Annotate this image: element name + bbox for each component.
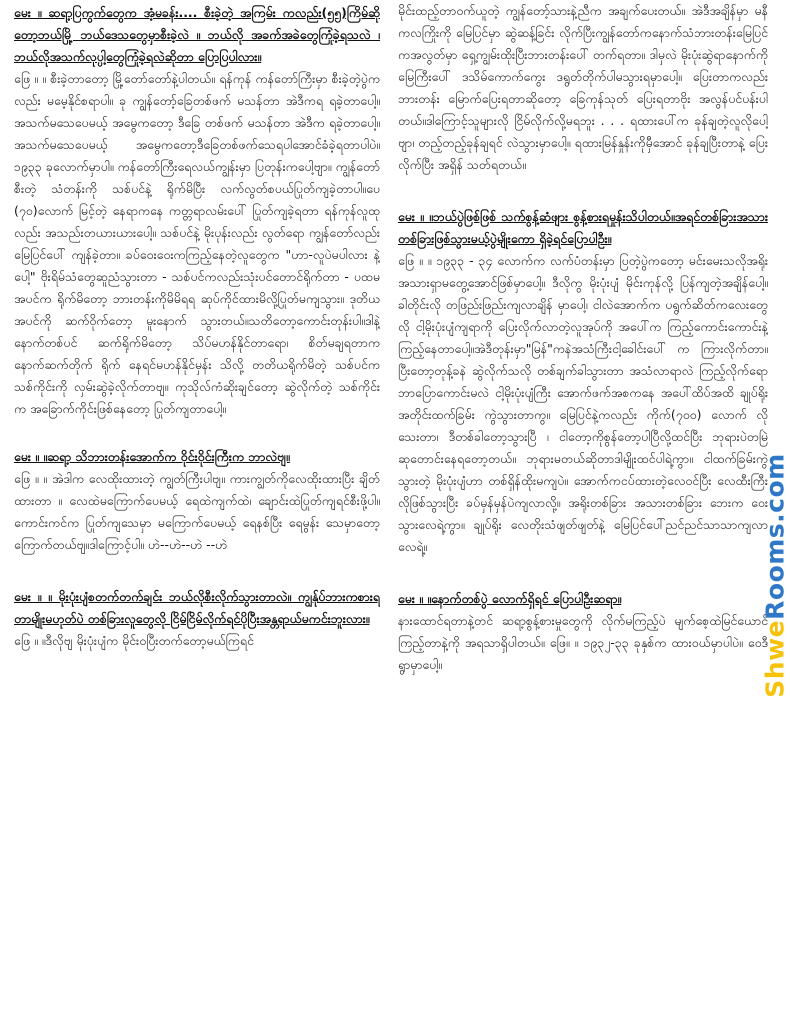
question-heading: မေး ။ ။ဆရာ့ သိဘားတန်းအောက်က ဝိုင်းဝိုင်းကြီးက ဘာလဲဗျ။ — [14, 449, 290, 464]
section-gap — [14, 556, 380, 586]
left-column — [14, 0, 380, 1023]
right-column — [398, 0, 768, 1023]
section-gap — [14, 420, 380, 446]
answer-text: ဖြေ ။ ။ အဲဒါက လေထိုးထားတဲ့ ကျွတ်ကြီးပါဗျ။ ကားကျွတ်ကိုလေထိုးထားပြီး ချိတ်ထားတာ ။ လေထဲမကြောက်ပေမယ့် ရေထဲကျက်ထဲ၊ ချောင်းထဲပြုတ်ကျရင်စီးဖို့ပါ။ ကောင်းကင်က ပြုတ်ကျသေမှာ မကြောက်ပေမယ့် ရေနစ်ပြီး ရေမွန်း သေမှာတော့ ကြောက်တယ်ဗျ။ဒါကြောင့်ပါ။ ဟဲ--ဟဲ--ဟဲ --ဟဲ — [14, 471, 380, 552]
qa-section — [14, 2, 380, 420]
column-divider — [388, 0, 389, 1023]
qa-section — [398, 588, 768, 676]
question-heading: မေး ။ ။နောက်တစ်ပွဲ လောက်ရှိရင် ပြောပါဦးဆရာ။ — [398, 591, 622, 606]
watermark-part-1: Shwe — [760, 619, 790, 698]
watermark-part-2: Rooms.com — [760, 452, 790, 620]
answer-text: နားထောင်ရတာနဲ့တင် ဆရာ့စွန့်စားမှုတွေကို လိုက်မကြည့်ပဲ မျက်စေ့ထဲမြင်ယောင် ကြည့်တာနဲ့ကို အရသာရှိပါတယ်။ ဖြေ။ ။ ၁၉၃၂-၃၃ ခုနှစ်က ထားဝယ်မှာပါပဲ။ ဝေဒီရွာမှာပေါ့။ — [398, 613, 768, 672]
qa-section — [14, 586, 380, 652]
site-watermark — [760, 452, 790, 698]
section-gap — [398, 176, 768, 206]
section-gap — [398, 558, 768, 588]
qa-section — [14, 446, 380, 556]
answer-text: ဖြေ ။ ။ဒီလိုဗျ မိုးပုံးပျံက မိုင်းဝပြီးတက်တော့မယ်ကြရင် — [14, 633, 254, 648]
answer-text: ဖြေ ။ ။ ၁၉၃၃ - ၃၄ လောက်က လက်ပံတန်းမှာ ပြတဲ့ပွဲကတော့ မင်းမေးသလိုအရိုးအသားရှာမတွေ့အောင်ဖြစ်မှာပေါ့။ ဒီလိုကွ မိုးပုံးပျံ မိုင်းကုန်လို့ ပြန်ကျတဲ့အချိန်ပေါ့။ ခါတိုင်းလို တဖြည်းဖြည်းကျလာချိန် မှာပေါ့၊ ငါလဲအောက်က ပရွက်ဆိတ်ကလေးတွေလို ငါ့မိုးပုံးပျံကျရာကို ပြေးလိုက်လာတဲ့လူအုပ်ကို အပေါ်က ကြည့်ကောင်းကောင်းနဲ့ ကြည့်နေတာပေါ့။အဲဒီတုန်းမှာ"မြန်"ကနဲအသံကြီးငါ့ခေါင်းပေါ် က ကြားလိုက်တာ။ ပြီးတော့တုန့်ခနဲ ဆွဲလိုက်သလို တစ်ချက်ခါသွားတာ အသံလာရာလဲ ကြည့်လိုက်ရော ဘာပြောကောင်းမလဲ ငါ့မိုးပုံးပျံကြီး အောက်ဖက်အစကနေ အပေါ်ထိပ်အထိ ချုပ်ရိုးအတိုင်းထက်ခြမ်း ကွဲသွားတာကွ။ မြေပြင်နဲ့ကလည်း ကိုက်(၇၀၀) လောက် လိုသေးတာ၊ ဒီတစ်ခါတော့သွားပြီ ၊ ငါတော့ကိုစွန်တော့ပါပြီလို့ထင်ပြီး ဘုရားပဲတမြဲ ဆုတောင်းနေရတော့တယ်။ ဘုရားမတယ်ဆိုတာဒါမျိုးထင်ပါရဲ့ကွာ။ ငါထက်ခြမ်းကွဲသွားတဲ့ မိုးပုံးပျံဟာ တစ်ရှိန်ထိုးမကျပဲ။ အောက်ကငပ်ထားတဲ့လေဝင်ပြီး လေထီးကြီးလိုဖြစ်သွားပြီး ခပ်မှန်မှန်ပဲကျလာလို့။ အရိုးတစ်ခြား အသားတစ်ခြား ဘေးက ဝေးသွားလေရဲ့ကွာ။ ချုပ်ရိုး လေတိုးသံဖျတ်ဖျတ်နဲ့ မြေပြင်ပေါ်ညင်ညင်သာသာကျလာလေရဲ့။ — [398, 253, 768, 554]
qa-section — [398, 206, 768, 558]
question-heading: မေး ။ ဆရာ့ပြကွက်တွေက အံ့မခန်း.... စီးခဲ့တဲ့ အကြမ်း ကလည်း(၅၅)ကြိမ်ဆိုတော့ဘယ်မြို့ ဘယ်ဒေသတွေမှာစီးခဲ့လဲ ။ ဘယ်လို အခက်အခဲတွေကြုံခဲ့ရသလဲ ၊ ဘယ်လိုအသက်လုပ္ပါ့တွေကြုံခဲ့ရလဲဆိုတာ ပြောပြပါလား။ — [14, 5, 380, 64]
question-heading: မေး ။ ။ မိုးပုံးပျံစတက်တက်ချင်း ဘယ်လိုစီးလိုက်သွားတာလဲ။ ကျွန်ုပ်ဘားကစားရတာမျိုးမဟုတ်ပဲ တစ်ခြားလူတွေလို ငြိမ်ငြိမ်လိုက်ရင်ပိုပြီးအန္တရာယ်မကင်းဘူးလား။ — [14, 589, 380, 626]
question-heading: မေး ။ ။ဘယ်ပွဲဖြစ်ဖြစ် သက်စွန့်ဆံဖျား စွန့်စားရမှုန်းသိပါတယ်။အရင်တစ်ခြားအသားတစ်ခြားဖြစ်သွားမယ့်ပွဲမျိုးကော ရှိခဲ့ရင်ပြောပါဦး။ — [398, 209, 768, 246]
watermark-text — [761, 453, 790, 697]
answer-text: ဖြေ ။ ။ စီးခဲ့တာတော့ မြို့တော်တော်နဲ့ပါတယ်။ ရန်ကုန် ကန်တော်ကြီးမှာ စီးခဲ့တဲ့ပွဲကလည်း မမေ့နိုင်စရာပါ။ ခု ကျွန်တော့်ခြေတစ်ဖက် မသန်တာ အဲဒီကရ ရခဲ့တာပေါ့။ အသက်မသေပေမယ့် အမွေကတော့ ဒီခြေ တစ်ဖက် မသန်တာ အဲဒီက ရခဲ့တာပေါ့။ အသက်မသေပေမယ့် အမွေကတော့ဒီခြေတစ်ဖက်သေရပါအောင်ခံခဲ့ရတာပါပဲ။၁၉၃၃ ခုလောက်မှာပါ။ ကန်တော်ကြီးရေလယ်ကျွန်းမှာ ပြတုန်းကပေါ့ဗျာ။ ကျွန်တော် စီးတဲ့ သံတန်းကို သစ်ပင်နဲ့ ရိုက်မိပြီး လက်လွတ်စပယ်ပြုတ်ကျခဲ့တာပါ။ပေ (၇၀)လောက် မြင့်တဲ့ နေရာကနေ ကတ္တရာလမ်းပေါ် ပြုတ်ကျခဲ့ရတာ ရန်ကုန်လူထုလည်း အသည်းတယားယားပေါ့။ သစ်ပင်နဲ့ မိုးပုန်းလည်း လွတ်ရော ကျွန်တော်လည်း မြေပြင်ပေါ် ကျန်ခဲ့တာ။ ခပ်ဝေးဝေးကကြည့်နေတဲ့လူတွေက "ဟာ-လူပဲမပါလား နဲ့ပေါ့" ဗိုးရိမ်သံတွေဆူညံသွားတာ - သစ်ပင်ကလည်းသုံးပင်တောင်ရိုက်တာ - ပထမအပင်က ရိုက်မိတော့ ဘားတန်းကိုမိမိရရ ဆုပ်ကိုင်ထားမိလို့ပြုတ်မကျသွား။ ဒုတိယ အပင်ကို ဆက်ဝိုက်တော့ မူးနောက် သွားတယ်။သတိတော့ကောင်းတုန်းပါ။ဒါနဲ့နောက်တစ်ပင် ဆက်ရိုက်မိတော့ သိပ်မဟန်နိုင်တာရော၊ စိတ်မချရတာက နောက်ဆက်တိုက် ရိုက် နေရင်မဟန်နိုင်မှန်း သိလို့ တတိယရိုက်မိတဲ့ သစ်ပင်က သစ်ကိုင်းကို လှမ်းဆွဲခဲ့လိုက်တာဗျ။ ကုသိုလ်ကံဆိုးချင်တော့ ဆွဲလိုက်တဲ့ သစ်ကိုင်းက အခြောက်ကိုင်းဖြစ်နေတော့ ပြုတ်ကျတာပေါ့။ — [14, 71, 380, 416]
continued-answer-text: မိုင်းထည့်တာ၀က်ယူတဲ့ ကျွန်တော့်သားနဲ့ညီက အချက်ပေးတယ်။ အဲဒီအချိန်မှာ မနီကလကြိုးကို မြေပြင်မှာ ဆွဲဆန့်ခြင်း လိုက်ပြီးကျွန်တော်ကနောက်သံဘားတန်းမြေပြင်ကအလွတ်မှာ ရှေ့ကျွမ်းထိုးပြီးဘားတန်းပေါ် တက်ရတာ။ ဒါမှလဲ မိုးပုံးဆွဲရာနောက်ကိုမြေကြီးပေါ် ဒသိမ်ကောက်ကွေး ဒရွတ်တိုက်ပါမသွားရမှာပေါ့။ ပြေးတာကလည်း ဘားတန်း မြောက်ပြေးရတာဆိုတော့ ခြေကုန်သုတ် ပြေးရတာဗိုး အလွန်ပင်ပန်းပါတယ်။ဒါကြောင့်သူများလို ငြိမ်လိုက်လို့မရဘူး . . . ရထားပေါ်က ခုန်ချတဲ့လူလိုပေါ့ဗျာ၊ တည့်တည့်ခုန်ချရင် လဲသွားမှာပေါ့။ ရထားမြန်နှုန်းကိုမှီအောင် ခုန်ချပြီးတာနဲ့ ပြေးလိုက်ပြီး အရှိန် သတ်ရတယ်။ — [398, 3, 768, 172]
